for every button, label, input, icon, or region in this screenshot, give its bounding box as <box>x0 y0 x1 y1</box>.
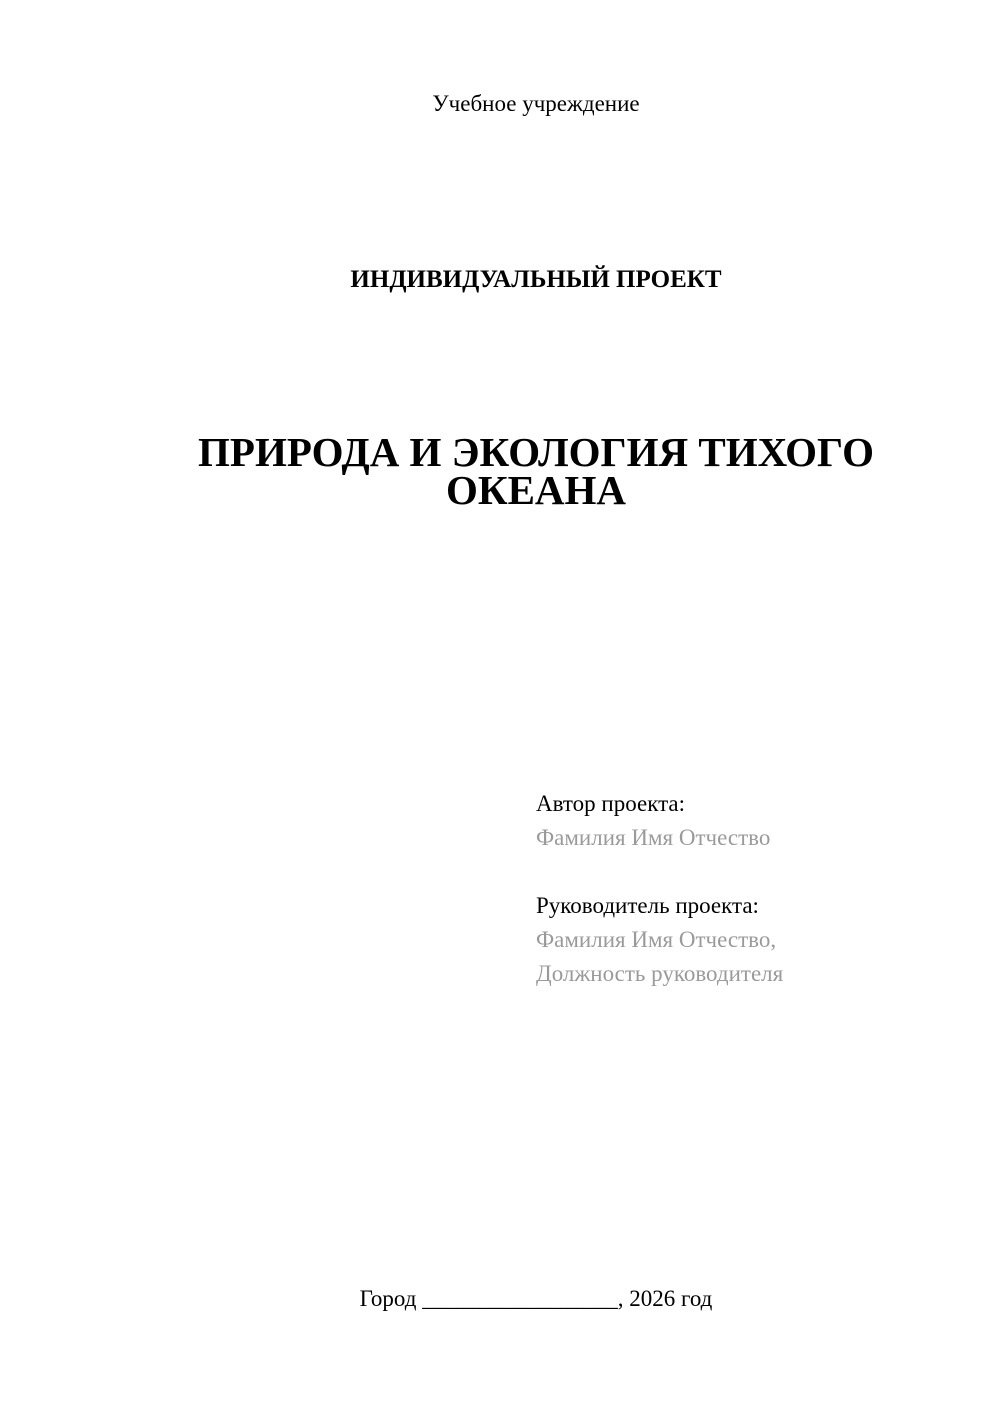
year-text: , 2026 год <box>617 1286 713 1311</box>
author-name-placeholder: Фамилия Имя Отчество <box>536 825 771 850</box>
author-group <box>536 787 783 855</box>
supervisor-position-placeholder: Должность руководителя <box>536 961 784 986</box>
project-type-heading: ИНДИВИДУАЛЬНЫЙ ПРОЕКТ <box>350 266 722 293</box>
supervisor-group <box>536 889 783 991</box>
author-label: Автор проекта: <box>536 791 685 816</box>
institution-line: Учебное учреждение <box>432 91 640 116</box>
footer-line <box>143 1285 929 1312</box>
city-blank-line: _________________ <box>422 1286 618 1311</box>
credits-block <box>536 787 783 991</box>
city-label: Город <box>359 1286 417 1311</box>
project-title: ПРИРОДА И ЭКОЛОГИЯ ТИХОГО ОКЕАНА <box>198 429 874 513</box>
supervisor-name-placeholder: Фамилия Имя Отчество, <box>536 927 777 952</box>
supervisor-label: Руководитель проекта: <box>536 893 759 918</box>
